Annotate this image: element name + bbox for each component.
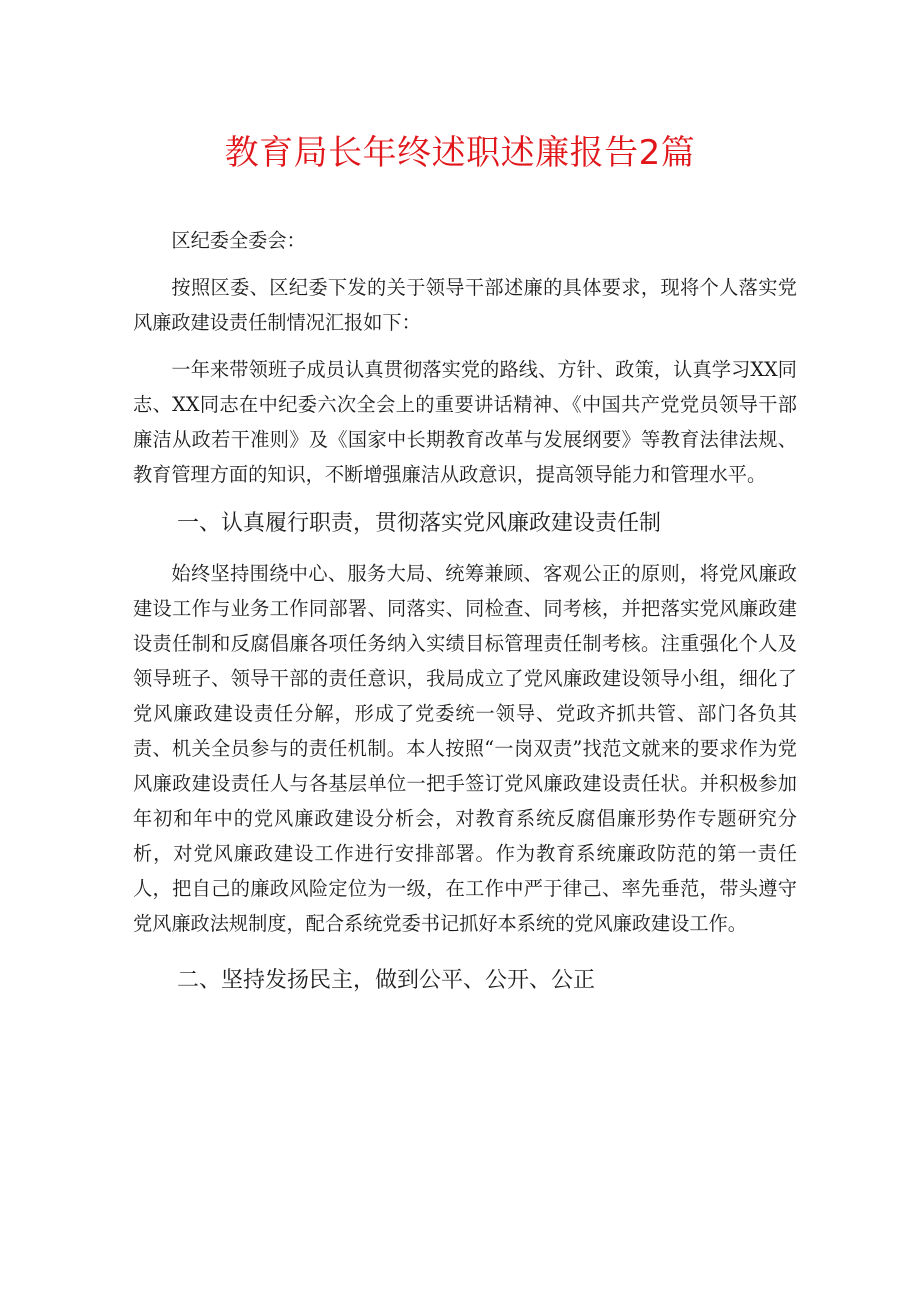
study-paragraph: 一年来带领班子成员认真贯彻落实党的路线、方针、政策，认真学习XX同志、XX同志在中纪委六次全会上的重要讲话精神、《中国共产党党员领导干部廉洁从政若干准则》及《国家中长期教育改革与发展纲要》等教育法律法规、教育管理方面的知识，不断增强廉洁从政意识，提高领导能力和管理水平。 [133,358,797,486]
section-heading-1: 一、认真履行职责，贯彻落实党风廉政建设责任制 [177,511,662,536]
salutation: 区纪委全委会： [171,229,306,252]
document-body [133,223,797,1013]
section-heading-2: 二、坚持发扬民主，做到公平、公开、公正 [177,968,596,993]
document-title: 教育局长年终述职述廉报告2篇 [224,133,696,173]
section-1-paragraph: 始终坚持围绕中心、服务大局、统筹兼顾、客观公正的原则，将党风廉政建设工作与业务工作同部署、同落实、同检查、同考核，并把落实党风廉政建设责任制和反腐倡廉各项任务纳入实绩目标管理责任制考核。注重强化个人及领导班子、领导干部的责任意识，我局成立了党风廉政建设领导小组，细化了党风廉政建设责任分解，形成了党委统一领导、党政齐抓共管、部门各负其责、机关全员参与的责任机制。本人按照“一岗双责”找范文就来的要求作为党风廉政建设责任人与各基层单位一把手签订党风廉政建设责任状。并积极参加年初和年中的党风廉政建设分析会，对教育系统反腐倡廉形势作专题研究分析，对党风廉政建设工作进行安排部署。作为教育系统廉政防范的第一责任人，把自己的廉政风险定位为一级，在工作中严于律己、率先垂范，带头遵守党风廉政法规制度，配合系统党委书记抓好本系统的党风廉政建设工作。 [133,562,797,935]
intro-paragraph: 按照区委、区纪委下发的关于领导干部述廉的具体要求，现将个人落实党风廉政建设责任制情况汇报如下： [133,276,797,334]
